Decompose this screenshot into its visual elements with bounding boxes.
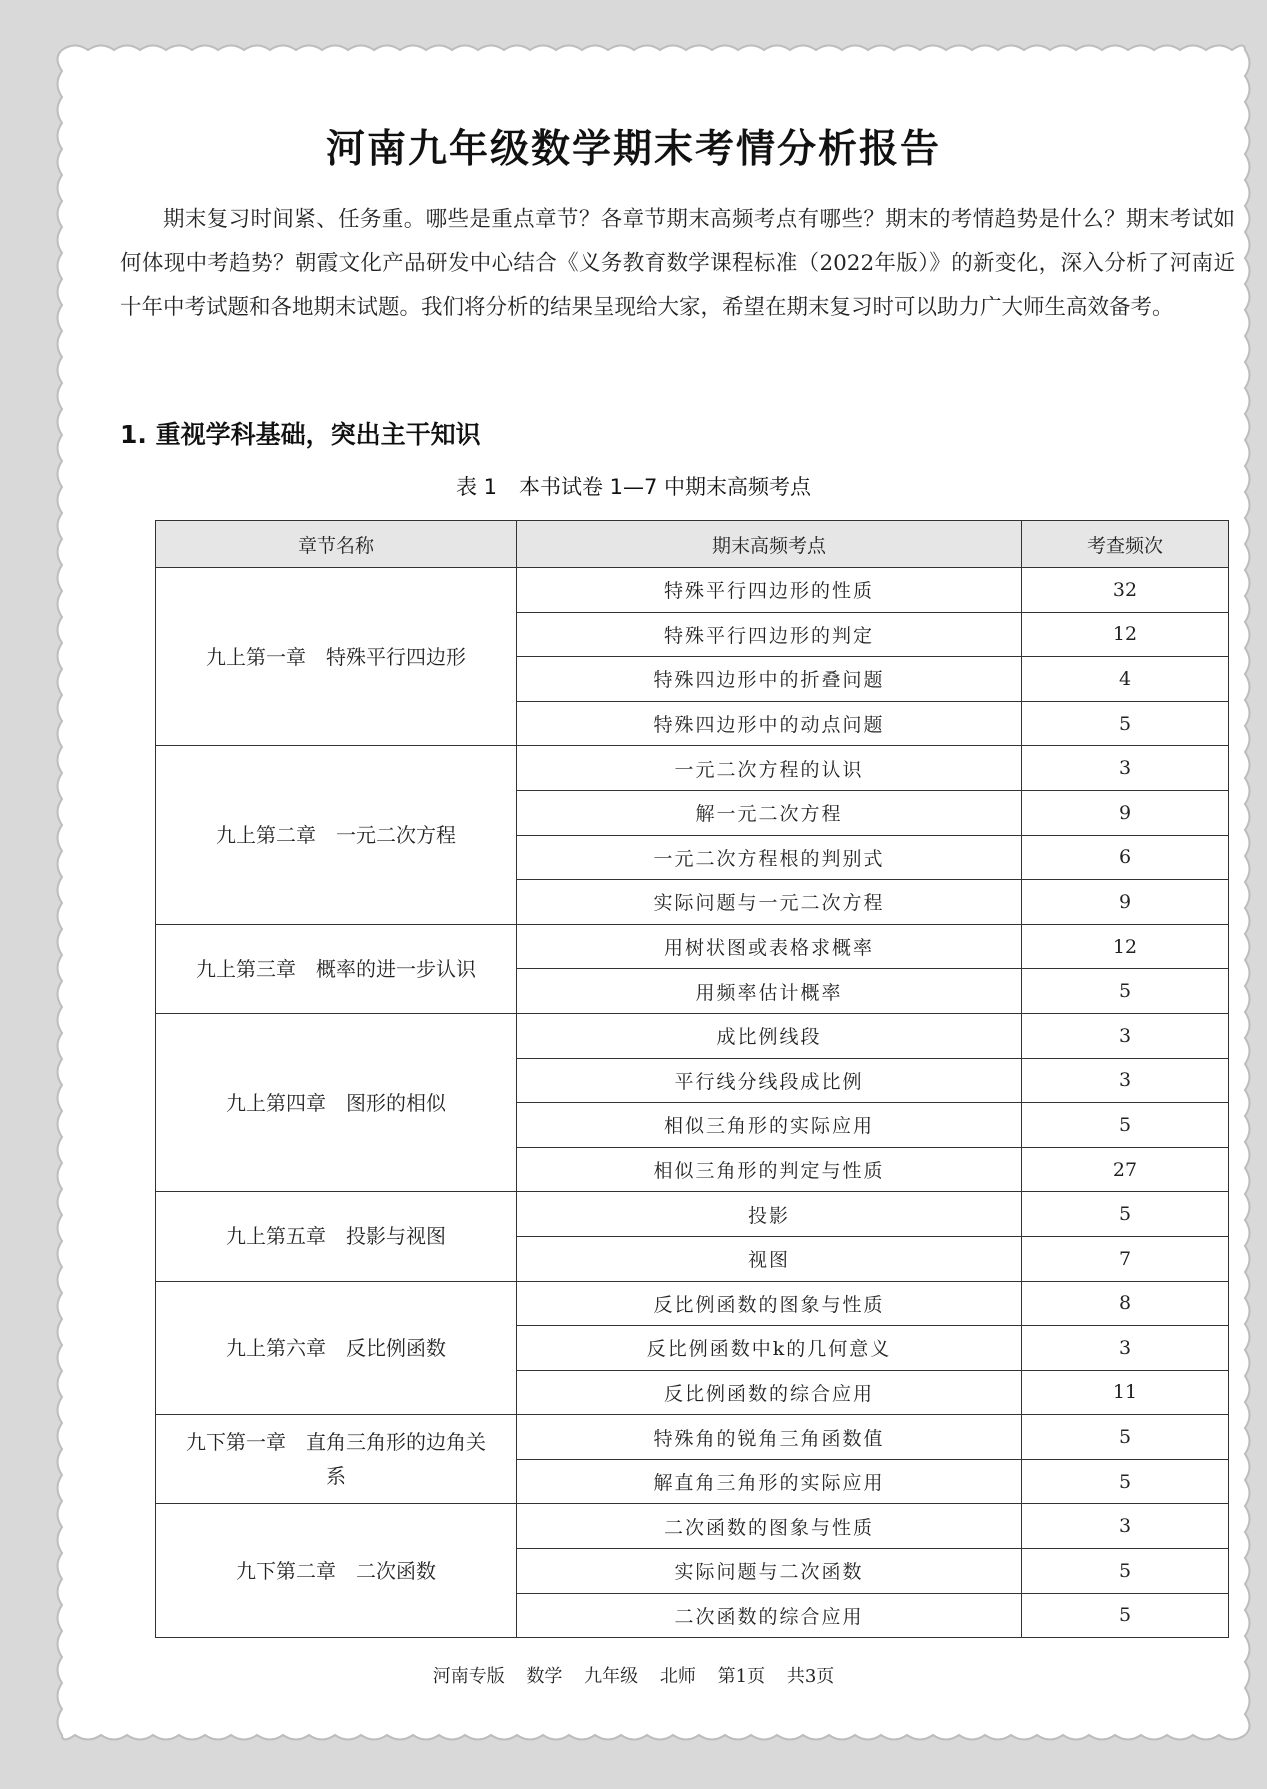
frequency-count-cell: 8 [1022,1281,1229,1326]
exam-point-cell: 解一元二次方程 [517,790,1022,835]
footer-total: 共3页 [786,1666,835,1687]
table-row [156,746,1229,791]
exam-point-cell: 实际问题与二次函数 [517,1549,1022,1594]
table-header-row [156,521,1229,568]
exam-point-cell: 一元二次方程的认识 [517,746,1022,791]
frequency-count-cell: 5 [1022,1192,1229,1237]
exam-point-cell: 特殊角的锐角三角函数值 [517,1415,1022,1460]
frequency-count-cell: 3 [1022,746,1229,791]
chapter-name-cell: 九上第五章 投影与视图 [156,1192,517,1281]
exam-point-cell: 二次函数的图象与性质 [517,1504,1022,1549]
footer-publisher: 北师 [659,1666,696,1687]
frequency-count-cell: 27 [1022,1147,1229,1192]
frequency-count-cell: 9 [1022,880,1229,925]
exam-point-cell: 用频率估计概率 [517,969,1022,1014]
table-caption [0,471,1267,501]
header-count: 考查频次 [1022,521,1229,568]
table-row [156,1192,1229,1237]
footer-grade: 九年级 [584,1666,639,1687]
table-row [156,924,1229,969]
footer-subject: 数学 [526,1666,563,1687]
exam-point-cell: 用树状图或表格求概率 [517,924,1022,969]
frequency-count-cell: 4 [1022,657,1229,702]
frequency-count-cell: 9 [1022,790,1229,835]
table-caption-text: 本书试卷 1—7 中期末高频考点 [518,475,812,499]
exam-point-cell: 反比例函数中k的几何意义 [517,1326,1022,1371]
exam-point-cell: 投影 [517,1192,1022,1237]
chapter-name-cell: 九上第二章 一元二次方程 [156,746,517,924]
chapter-name-cell: 九下第二章 二次函数 [156,1504,517,1638]
chapter-name-cell: 九下第一章 直角三角形的边角关系 [156,1415,517,1504]
page-title: 河南九年级数学期末考情分析报告 [325,127,941,172]
table-row [156,1013,1229,1058]
table-row [156,1281,1229,1326]
frequency-count-cell: 5 [1022,1593,1229,1638]
chapter-name-cell: 九上第四章 图形的相似 [156,1013,517,1191]
frequency-count-cell: 5 [1022,1103,1229,1148]
exam-point-cell: 视图 [517,1236,1022,1281]
footer-edition: 河南专版 [432,1666,505,1687]
frequency-table [155,520,1229,1638]
frequency-count-cell: 5 [1022,1415,1229,1460]
chapter-name-cell: 九上第三章 概率的进一步认识 [156,924,517,1013]
exam-point-cell: 成比例线段 [517,1013,1022,1058]
exam-point-cell: 相似三角形的实际应用 [517,1103,1022,1148]
chapter-name-cell: 九上第六章 反比例函数 [156,1281,517,1415]
exam-point-cell: 特殊平行四边形的性质 [517,568,1022,613]
frequency-count-cell: 12 [1022,924,1229,969]
exam-point-cell: 特殊平行四边形的判定 [517,612,1022,657]
footer-page: 第1页 [717,1666,766,1687]
exam-point-cell: 平行线分线段成比例 [517,1058,1022,1103]
frequency-count-cell: 32 [1022,568,1229,613]
frequency-count-cell: 5 [1022,701,1229,746]
frequency-count-cell: 3 [1022,1013,1229,1058]
table-row [156,1415,1229,1460]
exam-point-cell: 反比例函数的综合应用 [517,1370,1022,1415]
table-row [156,568,1229,613]
frequency-count-cell: 12 [1022,612,1229,657]
section-heading: 1. 重视学科基础，突出主干知识 [120,420,481,449]
exam-point-cell: 二次函数的综合应用 [517,1593,1022,1638]
exam-point-cell: 特殊四边形中的折叠问题 [517,657,1022,702]
intro-paragraph: 期末复习时间紧、任务重。哪些是重点章节？各章节期末高频考点有哪些？期末的考情趋势是什么？期末考试如何体现中考趋势？朝霞文化产品研发中心结合《义务教育数学课程标准（2022年版）》的新变化，深入分析了河南近十年中考试题和各地期末试题。我们将分析的结果呈现给大家，希望在期末复习时可以助力广大师生高效备考。 [120,207,1235,320]
exam-point-cell: 相似三角形的判定与性质 [517,1147,1022,1192]
header-chapter: 章节名称 [156,521,517,568]
frequency-count-cell: 3 [1022,1326,1229,1371]
table-row [156,1504,1229,1549]
frequency-count-cell: 6 [1022,835,1229,880]
exam-point-cell: 一元二次方程根的判别式 [517,835,1022,880]
frequency-count-cell: 3 [1022,1504,1229,1549]
header-point: 期末高频考点 [517,521,1022,568]
table-caption-label: 表 1 [455,475,497,499]
exam-point-cell: 反比例函数的图象与性质 [517,1281,1022,1326]
table-body [156,568,1229,1638]
frequency-count-cell: 5 [1022,1549,1229,1594]
page-footer [0,1662,1267,1688]
frequency-count-cell: 7 [1022,1236,1229,1281]
exam-point-cell: 特殊四边形中的动点问题 [517,701,1022,746]
exam-point-cell: 解直角三角形的实际应用 [517,1459,1022,1504]
frequency-count-cell: 11 [1022,1370,1229,1415]
frequency-count-cell: 3 [1022,1058,1229,1103]
frequency-count-cell: 5 [1022,969,1229,1014]
frequency-count-cell: 5 [1022,1459,1229,1504]
exam-point-cell: 实际问题与一元二次方程 [517,880,1022,925]
chapter-name-cell: 九上第一章 特殊平行四边形 [156,568,517,746]
